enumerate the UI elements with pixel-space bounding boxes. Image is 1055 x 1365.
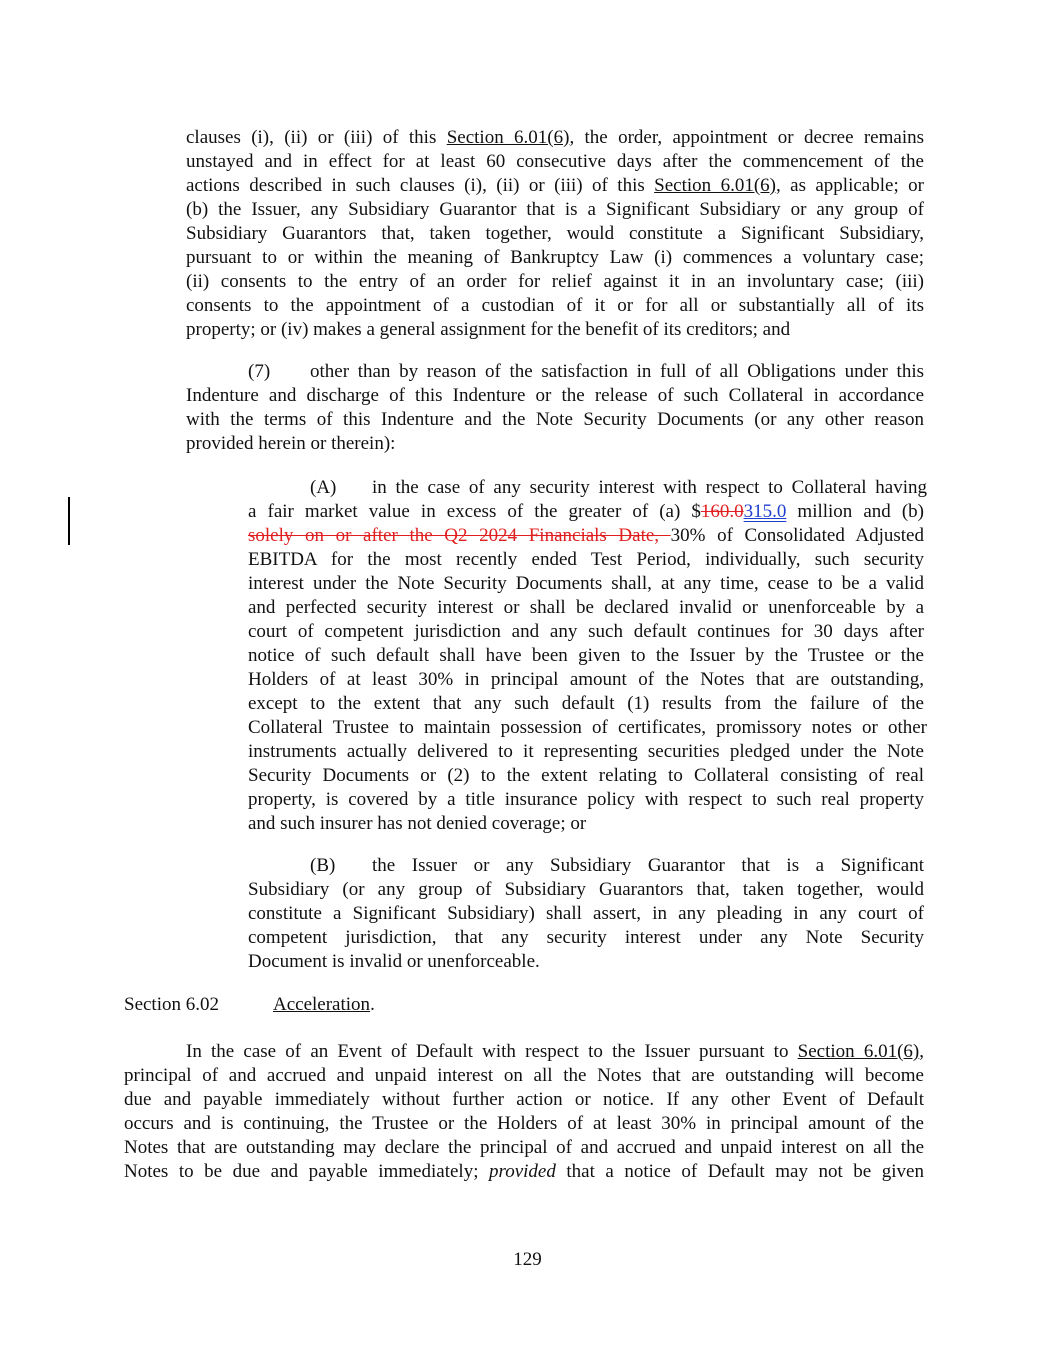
section-title: Acceleration	[273, 994, 371, 1015]
section-heading: Section 6.02 Acceleration.	[124, 994, 375, 1015]
text-line: competent jurisdiction, that any security interest under any Note Security	[248, 927, 924, 948]
text-line: Indenture and discharge of this Indenture or the release of such Collateral in accordance	[186, 385, 924, 406]
section-number: Section 6.02	[124, 994, 219, 1015]
text-line: occurs and is continuing, the Trustee or the Holders of at least 30% in principal amount of the	[124, 1113, 924, 1134]
text-line: Holders of at least 30% in principal amount of the Notes that are outstanding,	[248, 669, 924, 690]
text-line: (7) other than by reason of the satisfaction in full of all Obligations under this	[248, 361, 924, 382]
text-line: constitute a Significant Subsidiary) shall assert, in any pleading in any court of	[248, 903, 924, 924]
text-line: principal of and accrued and unpaid interest on all the Notes that are outstanding will become	[124, 1065, 924, 1086]
text-line: unstayed and in effect for at least 60 consecutive days after the commencement of the	[186, 151, 924, 172]
text-line: (b) the Issuer, any Subsidiary Guarantor that is a Significant Subsidiary or any group of	[186, 199, 924, 220]
text-line: provided herein or therein):	[186, 433, 396, 454]
text-line: and perfected security interest or shall be declared invalid or unenforceable by a	[248, 597, 924, 618]
paragraph-7	[186, 360, 924, 456]
text-line: Subsidiary (or any group of Subsidiary Guarantors that, taken together, would	[248, 879, 924, 900]
text-line: Document is invalid or unenforceable.	[248, 951, 540, 972]
paragraph-B	[248, 854, 924, 974]
paragraph-6-02	[124, 1040, 924, 1184]
text-line: (B) the Issuer or any Subsidiary Guarantor that is a Significant	[310, 855, 924, 876]
section-reference: Section 6.01(6)	[446, 127, 570, 148]
text-line: Subsidiary Guarantors that, taken together, would constitute a Significant Subsidiary,	[186, 223, 924, 244]
text-line: Collateral Trustee to maintain possession of certificates, promissory notes or other	[248, 717, 927, 738]
text-line: EBITDA for the most recently ended Test Period, individually, such security	[248, 549, 924, 570]
text-line: property, is covered by a title insurance policy with respect to such real property	[248, 789, 924, 810]
text-line: actions described in such clauses (i), (ii) or (iii) of this Section 6.01(6), as applicable; or	[186, 175, 924, 196]
section-reference: Section 6.01(6)	[797, 1041, 920, 1062]
text-line: notice of such default shall have been given to the Issuer by the Trustee or the	[248, 645, 924, 666]
text-line: consents to the appointment of a custodian of it or for all or substantially all of its	[186, 295, 924, 316]
text-line: Notes that are outstanding may declare the principal of and accrued and unpaid interest on all the	[124, 1137, 924, 1158]
emphasis-text: provided	[489, 1161, 556, 1182]
paragraph-A	[248, 476, 927, 836]
paragraph-6-continuation	[186, 126, 924, 342]
text-line: (A) in the case of any security interest with respect to Collateral having	[310, 477, 927, 498]
text-line: Security Documents or (2) to the extent relating to Collateral consisting of real	[248, 765, 924, 786]
page-number: 129	[513, 1249, 542, 1270]
text-line: clauses (i), (ii) or (iii) of this Section 6.01(6), the order, appointment or decree remains	[186, 127, 924, 148]
text-line: with the terms of this Indenture and the Note Security Documents (or any other reason	[186, 409, 924, 430]
text-line: In the case of an Event of Default with respect to the Issuer pursuant to Section 6.01(6),	[186, 1041, 924, 1062]
text-line: pursuant to or within the meaning of Bankruptcy Law (i) commences a voluntary case;	[186, 247, 924, 268]
section-reference: Section 6.01(6)	[654, 175, 776, 196]
text-line: (ii) consents to the entry of an order for relief against it in an involuntary case; (iii)	[186, 271, 924, 292]
inserted-text: 315.0	[743, 501, 787, 522]
list-marker: (7)	[248, 361, 271, 382]
text-line: court of competent jurisdiction and any such default continues for 30 days after	[248, 621, 924, 642]
text-line: property; or (iv) makes a general assignment for the benefit of its creditors; and	[186, 319, 791, 340]
text-line: except to the extent that any such default (1) results from the failure of the	[248, 693, 924, 714]
text-line: instruments actually delivered to it representing securities pledged under the Note	[248, 741, 924, 762]
deleted-text: solely on or after the Q2 2024 Financials Date,	[248, 525, 671, 546]
text-line: interest under the Note Security Documents shall, at any time, cease to be a valid	[248, 573, 924, 594]
text-line: solely on or after the Q2 2024 Financials Date, 30% of Consolidated Adjusted	[248, 525, 924, 546]
text-line: Notes to be due and payable immediately; provided that a notice of Default may not be given	[124, 1161, 924, 1182]
text-line: and such insurer has not denied coverage; or	[248, 813, 587, 834]
text-line: a fair market value in excess of the greater of (a) $160.0315.0 million and (b)	[248, 501, 925, 522]
revision-change-bar	[68, 497, 70, 545]
text-line: due and payable immediately without further action or notice. If any other Event of Default	[124, 1089, 924, 1110]
list-marker: (B)	[310, 855, 336, 876]
list-marker: (A)	[310, 477, 337, 498]
deleted-text: 160.0	[700, 501, 744, 522]
